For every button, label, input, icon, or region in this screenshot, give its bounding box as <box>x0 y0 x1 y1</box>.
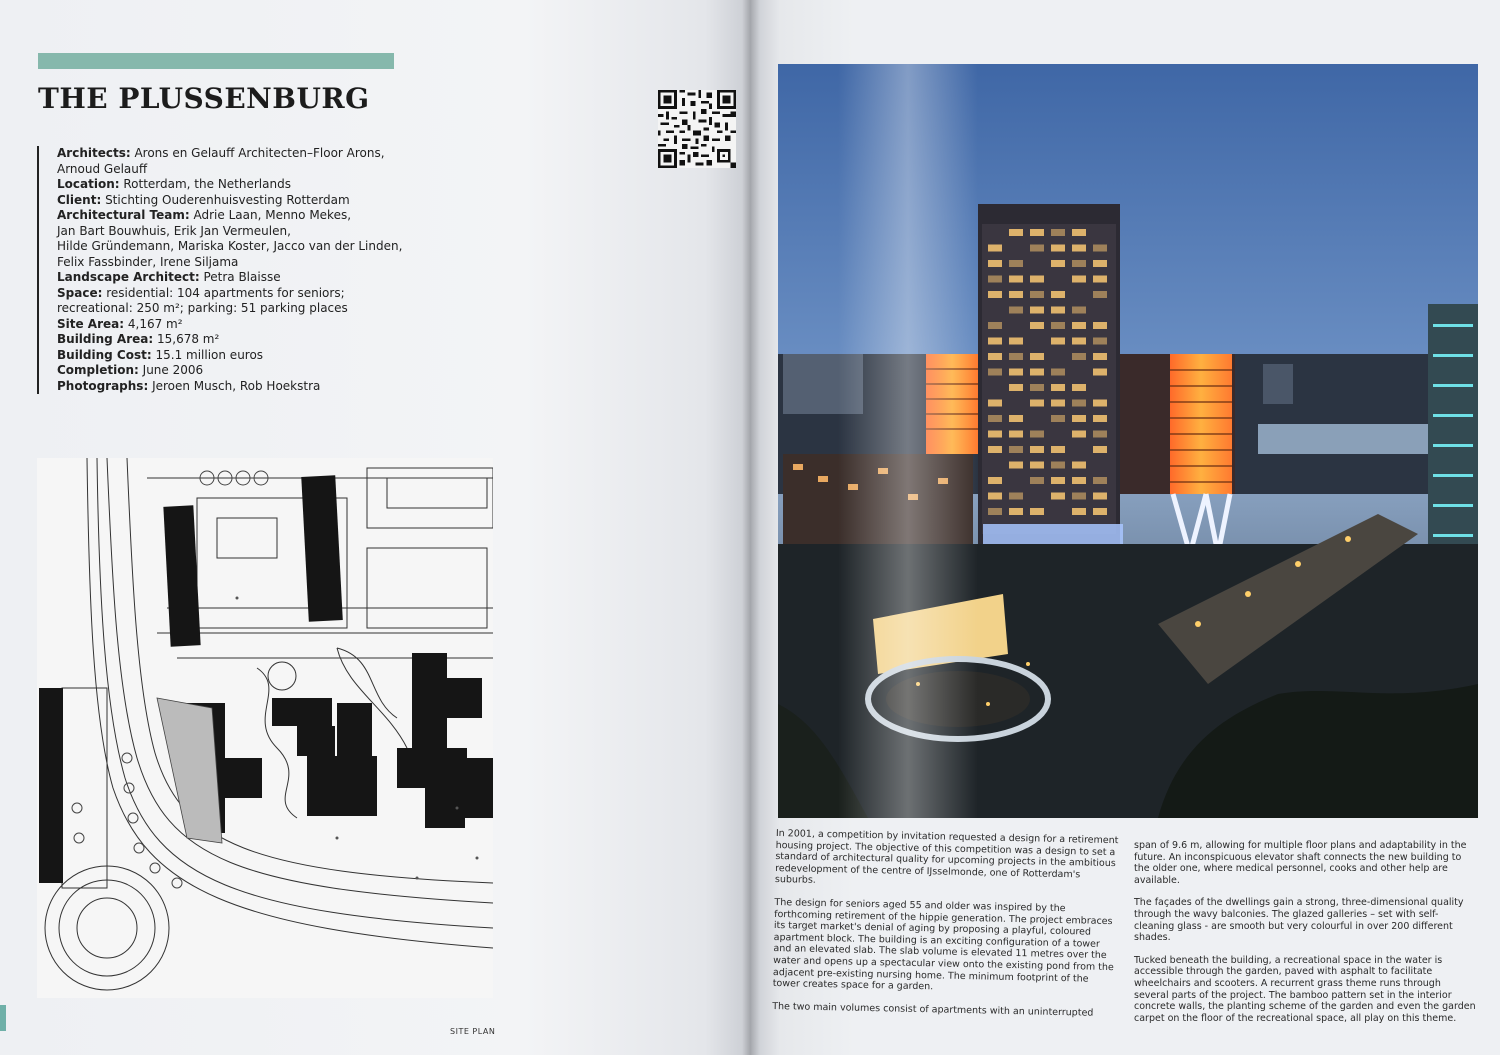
tower-window <box>1030 446 1044 453</box>
tower-window <box>1093 508 1107 515</box>
tower-window <box>1051 245 1065 252</box>
tower-window <box>1072 477 1086 484</box>
page-title: THE PLUSSENBURG <box>38 82 370 115</box>
tower-window <box>988 260 1002 267</box>
body-paragraph: span of 9.6 m, allowing for multiple floor plans and adaptability in the future. An inconspicuous elevator shaft connects the new building to the older one, where medical personnel, cooks and other help are available. <box>1134 840 1467 886</box>
tower-window <box>1009 384 1023 391</box>
tower-window <box>1051 415 1065 422</box>
page-gutter <box>742 0 760 1055</box>
tower-window <box>1072 493 1086 500</box>
tower-window <box>1009 431 1023 438</box>
tower-window <box>1051 369 1065 376</box>
tower-window <box>988 291 1002 298</box>
credit-label: Space: <box>57 285 103 300</box>
tower-window <box>988 338 1002 345</box>
credit-value-continued: recreational: 250 m²; parking: 51 parking places <box>57 301 348 315</box>
body-paragraph: In 2001, a competition by invitation requested a design for a retirement housing project. The objective of this competition was a design to set a standard of architectural quality for upcoming projects in the ambitious redevelopment of the centre of IJsselmonde, one of Rotterdam's suburbs. <box>774 828 1119 887</box>
site-plan-caption: SITE PLAN <box>450 1027 496 1036</box>
tower-window <box>1030 291 1044 298</box>
body-paragraph: The façades of the dwellings gain a strong, three-dimensional quality through the wavy balconies. The glazed galleries – set with self-cleaning glass - are smooth but very colourful in over 200 different shades. <box>1134 897 1464 944</box>
tower-window <box>988 493 1002 500</box>
tower-window <box>1030 229 1044 236</box>
credit-row <box>57 348 457 364</box>
tower-window <box>1072 353 1086 360</box>
tower-window <box>1030 508 1044 515</box>
tower-window <box>1009 369 1023 376</box>
credit-value-continued: Arnoud Gelauff <box>57 161 148 176</box>
tower-window <box>988 322 1002 329</box>
credit-label: Location: <box>57 177 120 191</box>
tower-window <box>1051 260 1065 267</box>
building-photograph <box>778 64 1478 818</box>
tower-window <box>1093 291 1107 298</box>
tower-window <box>1093 493 1107 500</box>
tower-window <box>1051 400 1065 407</box>
tower-window <box>1030 477 1044 484</box>
tower-window <box>1072 322 1086 329</box>
tower-window <box>1009 446 1023 453</box>
tower-window <box>1030 384 1044 391</box>
credit-value: Petra Blaisse <box>199 270 281 284</box>
tower-window <box>1030 431 1044 438</box>
tower-window <box>1051 446 1065 453</box>
credit-label: Architects: <box>57 146 131 160</box>
credit-value-continued: Jan Bart Bouwhuis, Erik Jan Vermeulen, <box>57 223 291 238</box>
page-edge-tab <box>0 1005 6 1031</box>
credit-value: Stichting Ouderenhuisvesting Rotterdam <box>101 192 350 207</box>
tower-window <box>1093 245 1107 252</box>
tower-window <box>1093 338 1107 345</box>
tower-window <box>988 400 1002 407</box>
credit-value: residential: 104 apartments for seniors; <box>102 285 345 300</box>
tower-window <box>1093 400 1107 407</box>
tower-window <box>988 431 1002 438</box>
credit-label: Completion: <box>57 363 139 377</box>
credit-row <box>57 193 457 209</box>
credit-row <box>57 379 457 395</box>
tower-window <box>1009 291 1023 298</box>
tower-window <box>1051 307 1065 314</box>
body-text-column-2 <box>1134 840 1478 1035</box>
credit-row <box>57 177 457 193</box>
tower-window <box>1009 462 1023 469</box>
tower-window <box>1030 353 1044 360</box>
tower-window <box>1072 431 1086 438</box>
qr-code-icon <box>657 90 737 168</box>
tower-window <box>1072 276 1086 283</box>
credit-row <box>57 270 457 286</box>
tower-window <box>1009 493 1023 500</box>
tower-window <box>1093 322 1107 329</box>
body-text-column-1 <box>772 828 1120 1030</box>
tower-window <box>1093 353 1107 360</box>
body-paragraph: The two main volumes consist of apartments with an uninterrupted <box>772 1000 1094 1019</box>
tower-window <box>1009 276 1023 283</box>
credit-row <box>57 286 457 302</box>
tower-window <box>1051 477 1065 484</box>
tower-window <box>1093 415 1107 422</box>
credit-label: Architectural Team: <box>57 208 190 222</box>
tower-window <box>988 477 1002 484</box>
tower-window <box>1009 353 1023 360</box>
credit-value: 4,167 m² <box>124 316 183 331</box>
tower-window <box>1009 229 1023 236</box>
tower-window <box>1009 307 1023 314</box>
credit-row <box>57 208 457 224</box>
credit-value-continued: Felix Fassbinder, Irene Siljama <box>57 254 239 269</box>
tower-window <box>1093 276 1107 283</box>
body-paragraph: The design for seniors aged 55 and older was inspired by the forthcoming retirement of the hippie generation. The project embraces its target market's denial of aging by proposing a playful, coloured apartment block. The building is an exciting configuration of a tower and an elevated slab. The slab volume is elevated 11 metres over the water and opens up a spectacular view onto the existing pond from the adjacent pre-existing nursing home. The minimum footprint of the tower creates space for a garden. <box>772 896 1114 993</box>
tower-window <box>1030 276 1044 283</box>
tower-window <box>1051 322 1065 329</box>
tower-window <box>1030 322 1044 329</box>
title-accent-bar <box>38 53 394 69</box>
tower-window <box>1051 229 1065 236</box>
tower-window <box>1093 369 1107 376</box>
credit-value: June 2006 <box>138 363 204 377</box>
credit-value: 15,678 m² <box>153 332 220 346</box>
tower-window <box>1072 260 1086 267</box>
tower-window <box>1051 384 1065 391</box>
tower-window <box>1093 260 1107 267</box>
tower-window <box>988 369 1002 376</box>
tower-window <box>1009 508 1023 515</box>
tower-window <box>988 276 1002 283</box>
tower-window <box>1051 338 1065 345</box>
tower-window <box>1030 369 1044 376</box>
credit-label: Site Area: <box>57 316 125 331</box>
tower-window <box>1072 462 1086 469</box>
tower-window <box>1030 400 1044 407</box>
credit-row <box>57 146 457 162</box>
tower-window <box>1030 245 1044 252</box>
tower-window <box>1093 477 1107 484</box>
tower-window <box>1009 260 1023 267</box>
tower-window <box>1093 431 1107 438</box>
tower-window <box>1072 338 1086 345</box>
tower-window <box>988 353 1002 360</box>
tower-window <box>988 446 1002 453</box>
credit-label: Building Cost: <box>57 347 152 362</box>
credit-value: Jeroen Musch, Rob Hoekstra <box>148 378 321 393</box>
site-plan-drawing <box>37 458 493 998</box>
tower-window <box>1030 307 1044 314</box>
tower-window <box>1051 462 1065 469</box>
tower-window <box>1072 229 1086 236</box>
tower-window <box>1072 508 1086 515</box>
tower-window <box>1072 400 1086 407</box>
tower-window <box>988 508 1002 515</box>
credit-value: Rotterdam, the Netherlands <box>119 177 291 191</box>
credit-row <box>57 317 457 333</box>
credit-row <box>57 363 457 379</box>
credit-label: Photographs: <box>57 378 149 393</box>
tower-window <box>988 245 1002 252</box>
tower-window <box>1009 415 1023 422</box>
body-paragraph: Tucked beneath the building, a recreational space in the water is accessible through the garden, paved with asphalt to facilitate wheelchairs and scooters. A recurrent grass theme runs through several parts of the project. The bamboo pattern set in the interior concrete walls, the planting scheme of the garden and even the garden carpet on the floor of the recreational space, all play on this theme. <box>1134 954 1476 1024</box>
tower-window <box>1030 462 1044 469</box>
credit-row <box>57 332 457 348</box>
credit-value: Adrie Laan, Menno Mekes, <box>189 208 352 222</box>
tower-window <box>1051 493 1065 500</box>
credit-label: Building Area: <box>57 332 154 346</box>
credit-value-continued: Hilde Gründemann, Mariska Koster, Jacco van der Linden, <box>57 239 403 253</box>
tower-window <box>1072 245 1086 252</box>
tower-window <box>1072 307 1086 314</box>
tower-window <box>1009 338 1023 345</box>
tower-window <box>1093 446 1107 453</box>
credit-value: Arons en Gelauff Architecten–Floor Arons, <box>130 146 385 160</box>
credit-label: Landscape Architect: <box>57 270 200 284</box>
tower-window <box>1051 291 1065 298</box>
tower-window <box>1072 384 1086 391</box>
tower-window <box>988 415 1002 422</box>
tower-window <box>1072 415 1086 422</box>
credit-label: Client: <box>57 192 102 207</box>
credit-value: 15.1 million euros <box>151 347 264 362</box>
project-credits <box>37 146 457 394</box>
